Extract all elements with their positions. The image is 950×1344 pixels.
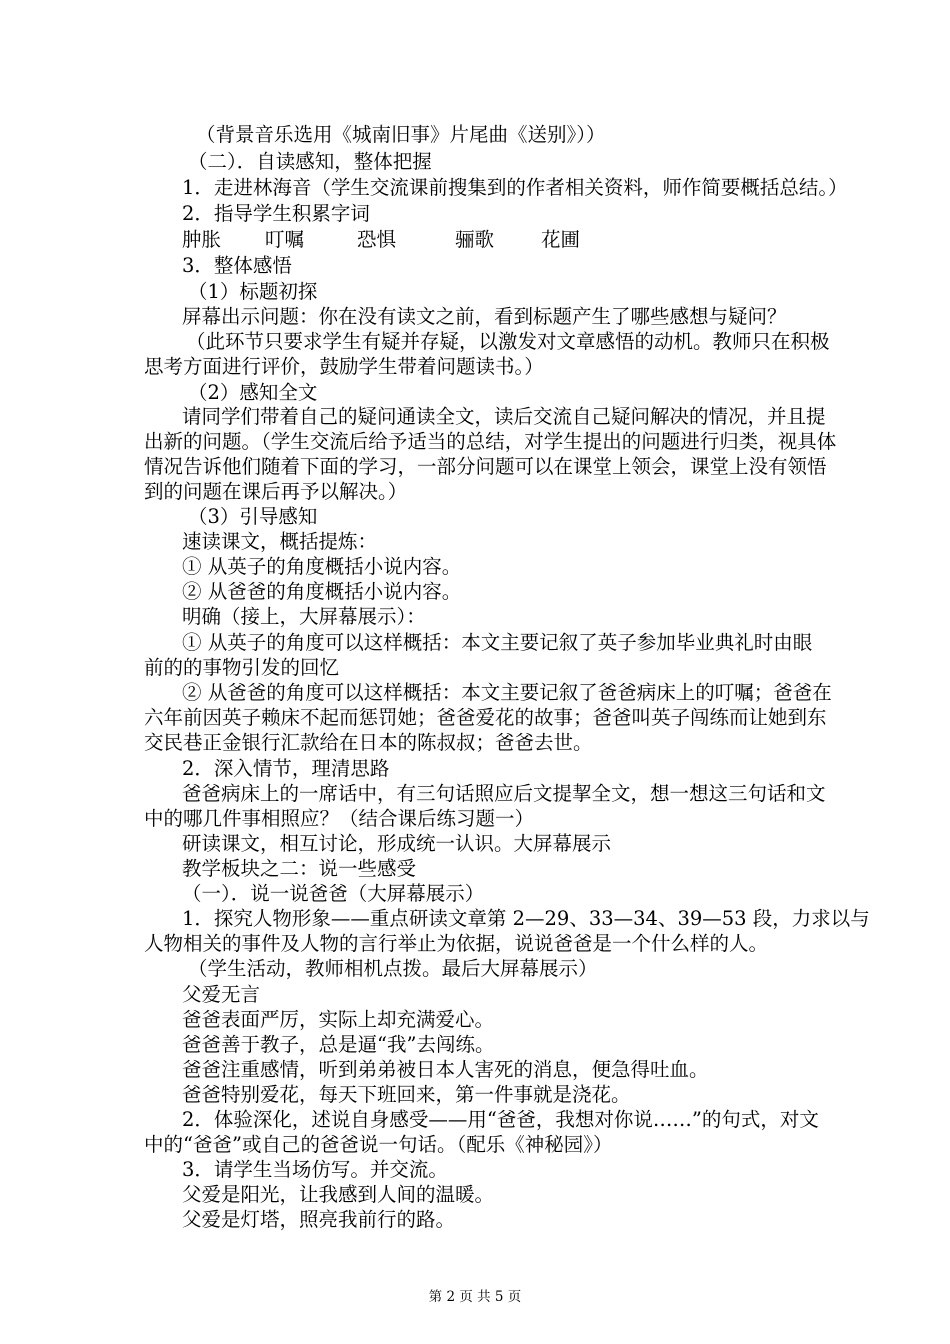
text-line: 中的哪几件事相照应？（结合课后练习题一） (144, 807, 535, 830)
text-line: （学生活动，教师相机点拨。最后大屏幕展示） (188, 957, 598, 980)
text-line: 六年前因英子赖床不起而惩罚她；爸爸爱花的故事；爸爸叫英子闯练而让她到东 (144, 706, 827, 729)
text-line: 交民巷正金银行汇款给在日本的陈叔叔；爸爸去世。 (144, 731, 593, 754)
text-line: （3）引导感知 (188, 505, 318, 528)
text-line: 研读课文，相互讨论，形成统一认识。大屏幕展示 (182, 832, 612, 855)
text-line: 请同学们带着自己的疑问通读全文，读后交流自己疑问解决的情况，并且提 (182, 405, 826, 428)
text-line: 屏幕出示问题：你在没有读文之前，看到标题产生了哪些感想与疑问？ (182, 305, 787, 328)
text-line: 思考方面进行评价，鼓励学生带着问题读书。） (144, 355, 544, 378)
text-line: ② 从爸爸的角度概括小说内容。 (182, 580, 462, 603)
text-line: （1）标题初探 (188, 280, 318, 303)
text-line: 速读课文，概括提炼： (182, 530, 378, 553)
text-line: （一）．说一说爸爸（大屏幕展示） (182, 882, 485, 905)
text-line: （此环节只要求学生有疑并存疑，以激发对文章感悟的动机。教师只在积极 (186, 330, 830, 353)
text-line: 3．请学生当场仿写。并交流。 (182, 1158, 448, 1181)
text-line: ② 从爸爸的角度可以这样概括：本文主要记叙了爸爸病床上的叮嘱；爸爸在 (182, 681, 832, 704)
text-line: 明确（接上，大屏幕展示）： (182, 605, 426, 628)
text-line: 2．体验深化，述说自身感受——用“爸爸，我想对你说……”的句式，对文 (182, 1108, 819, 1131)
text-line: 1．探究人物形象——重点研读文章第 2—29、33—34、39—53 段，力求以与 (182, 907, 870, 930)
text-line: 2．深入情节，理清思路 (182, 757, 390, 780)
text-line: 到的问题在课后再予以解决。） (144, 480, 408, 503)
page-indicator: 第 2 页 共 5 页 (428, 1289, 522, 1305)
text-line: 人物相关的事件及人物的言行举止为依据，说说爸爸是一个什么样的人。 (144, 932, 769, 955)
text-line: 情况告诉他们随着下面的学习，一部分问题可以在课堂上领会，课堂上没有领悟 (144, 455, 827, 478)
vocab-term: 花圃 (541, 228, 581, 251)
section-heading: 教学板块之二：说一些感受 (182, 857, 417, 880)
vocab-term: 叮嘱 (265, 228, 305, 251)
text-line: 父爱无言 (182, 983, 261, 1006)
text-line: 中的“爸爸”或自己的爸爸说一句话。（配乐《神秘园》） (144, 1133, 613, 1156)
text-line: （背景音乐选用《城南旧事》片尾曲《送别》）） (196, 123, 606, 146)
text-line: 前的的事物引发的回忆 (144, 656, 340, 679)
section-heading: （二）．自读感知，整体把握 (188, 150, 432, 173)
text-line: 爸爸表面严厉，实际上却充满爱心。 (182, 1008, 495, 1031)
text-line: ① 从英子的角度可以这样概括：本文主要记叙了英子参加毕业典礼时由眼 (182, 631, 813, 654)
text-line: 父爱是灯塔，照亮我前行的路。 (182, 1208, 456, 1231)
vocab-term: 肿胀 (182, 228, 222, 251)
text-line: 3．整体感悟 (182, 254, 292, 277)
text-line: 爸爸特别爱花，每天下班回来，第一件事就是浇花。 (182, 1083, 631, 1106)
text-line: 1．走进林海音（学生交流课前搜集到的作者相关资料，师作简要概括总结。） (182, 176, 848, 199)
text-line: （2）感知全文 (188, 381, 318, 404)
vocab-term: 骊歌 (455, 228, 495, 251)
text-line: 爸爸注重感情，听到弟弟被日本人害死的消息，便急得吐血。 (182, 1058, 709, 1081)
text-line: 爸爸病床上的一席话中，有三句话照应后文提挈全文，想一想这三句话和文 (182, 782, 826, 805)
text-line: 爸爸善于教子，总是逼“我”去闯练。 (182, 1033, 495, 1056)
text-line: 出新的问题。（学生交流后给予适当的总结，对学生提出的问题进行归类，视具体 (144, 430, 837, 453)
text-line: 父爱是阳光，让我感到人间的温暖。 (182, 1183, 495, 1206)
text-line: 2．指导学生积累字词 (182, 202, 370, 225)
vocab-list (0, 228, 950, 252)
text-line: ① 从英子的角度概括小说内容。 (182, 555, 462, 578)
vocab-term: 恐惧 (357, 228, 397, 251)
